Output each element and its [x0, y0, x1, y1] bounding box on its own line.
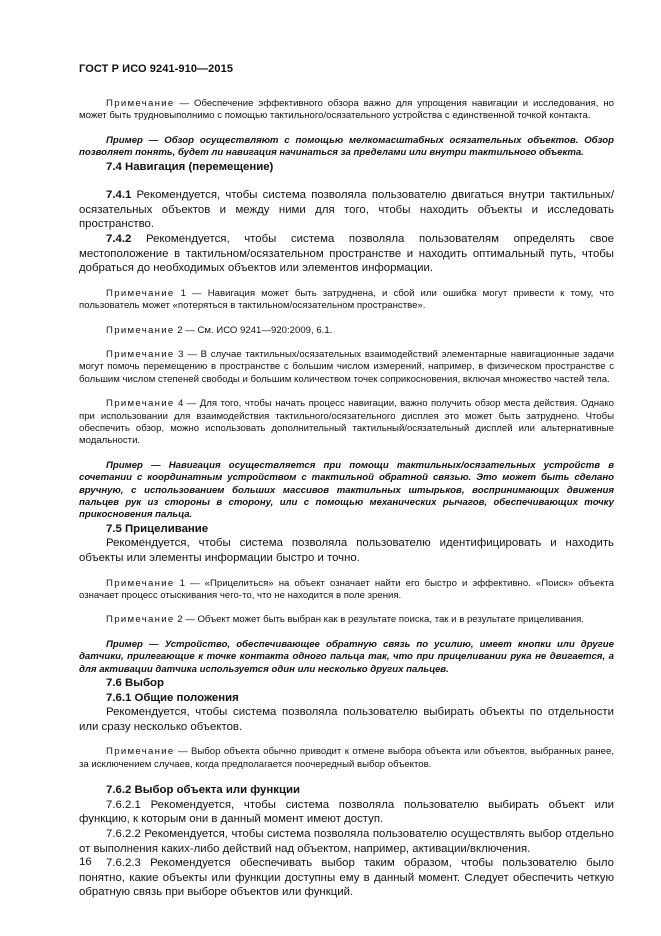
heading-7-4: 7.4 Навигация (перемещение): [106, 160, 274, 173]
note-selection: Примечание — Выбор объекта обычно приводит к отмене выбора объекта или объектов, выбранных ранее, за исключением случаев, когда предполагается поочередный выбор объектов.: [79, 746, 614, 770]
para-7-5: Рекомендуется, чтобы система позволяла пользователю идентифицировать и находить объекты или элементы информации быстро и точно.: [79, 537, 614, 565]
heading-7-6-2: 7.6.2 Выбор объекта или функции: [106, 784, 300, 797]
note-3-navigation: Примечание 3 — В случае тактильных/осязательных взаимодействий элементарные навигационные задачи могут помочь перемещению в пространстве с большим числом измерений, например, в физическом пространстве с большим числом степеней свободы и большим количеством точек соприкосновения, включая множество частей тела.: [79, 349, 614, 385]
note-4-navigation: Примечание 4 — Для того, чтобы начать процесс навигации, важно получить обзор места действия. Однако при использовании для взаимодействия тактильного/осязательного дисплея это может быть затруднено. Чтобы обеспечить обзор, можно использовать дополнительный тактильный/осязательный дисплей или альтернативные модальности.: [79, 398, 614, 447]
page-number: 16: [79, 856, 92, 868]
heading-7-6: 7.6 Выбор: [106, 677, 164, 690]
note-2-targeting: Примечание 2 — Объект может быть выбран как в результате поиска, так и в результате прицеливания.: [106, 614, 584, 626]
para-7-4-1: 7.4.1 Рекомендуется, чтобы система позволяла пользователю двигаться внутри тактильных/осязательных объектов и между ними для того, чтобы находить объекты и исследовать пространство.: [79, 189, 614, 231]
note-1-targeting: Примечание 1 — «Прицелиться» на объект означает найти его быстро и эффективно. «Поиск» объекта означает процесс отыскивания чего-то, что не находится в поле зрения.: [79, 577, 614, 602]
note-2-navigation: Примечание 2 — См. ИСО 9241—920:2009, 6.1.: [106, 324, 333, 336]
heading-7-5: 7.5 Прицеливание: [106, 522, 209, 535]
example-navigation: Пример — Навигация осуществляется при помощи тактильных/осязательных устройств в сочетании с координатным устройством с тактильной обратной связью. Это может быть сделано вручную, с использованием больших массивов тактильных штырьков, воспринимающих движения пальцев рук из стороны в сторону, или с помощью механических рычагов, обеспечивающих точку прикосновения пальца.: [79, 459, 614, 521]
example-targeting: Пример — Устройство, обеспечивающее обратную связь по усилию, имеет кнопки или другие датчики, прилегающие к точке контакта одного пальца так, что при прицеливании рука не двигается, а для активации датчика используется один или несколько других пальцев.: [79, 638, 614, 675]
para-7-4-2: 7.4.2 Рекомендуется, чтобы система позволяла пользователям определять свое местоположение в тактильном/осязательном пространстве и находить оптимальный путь, чтобы добраться до необходимых объектов или элементов информации.: [79, 233, 614, 275]
para-7-6-2-1: 7.6.2.1 Рекомендуется, чтобы система позволяла пользователю выбирать объект или функцию, к которым они в данный момент имеют доступ.: [79, 798, 614, 826]
example-overview: Пример — Обзор осуществляют с помощью мелкомасштабных осязательных объектов. Обзор позволяет понять, будет ли навигация начинаться за пределами или внутри тактильного объекта.: [79, 134, 614, 159]
heading-7-6-1: 7.6.1 Общие положения: [106, 691, 239, 704]
para-7-6-2-3: 7.6.2.3 Рекомендуется обеспечивать выбор таким образом, чтобы пользователю было понятно, какие объекты или функции доступны ему в данный момент. Следует обеспечить четкую обратную связь при выборе объектов или функций.: [79, 857, 614, 899]
para-7-6-2-2: 7.6.2.2 Рекомендуется, чтобы система позволяла пользователю осуществлять выбор отдельно от выполнения каких-либо действий над объектом, например, активации/включения.: [79, 828, 614, 855]
para-7-6-1: Рекомендуется, чтобы система позволяла пользователю выбирать объекты по отдельности или сразу несколько объектов.: [79, 706, 614, 733]
note-1-navigation: Примечание 1 — Навигация может быть затруднена, и сбой или ошибка могут привести к тому, что пользователь может «потеряться в тактильном/осязательном пространстве».: [79, 287, 614, 312]
page-content: [79, 86, 614, 900]
note-overview: Примечание — Обеспечение эффективного обзора важно для упрощения навигации и исследования, но может быть трудновыполнимо с помощью тактильного/осязательного устройства с единственной точкой контакта.: [79, 98, 614, 122]
page-header-standard-title: ГОСТ Р ИСО 9241-910—2015: [79, 63, 234, 75]
